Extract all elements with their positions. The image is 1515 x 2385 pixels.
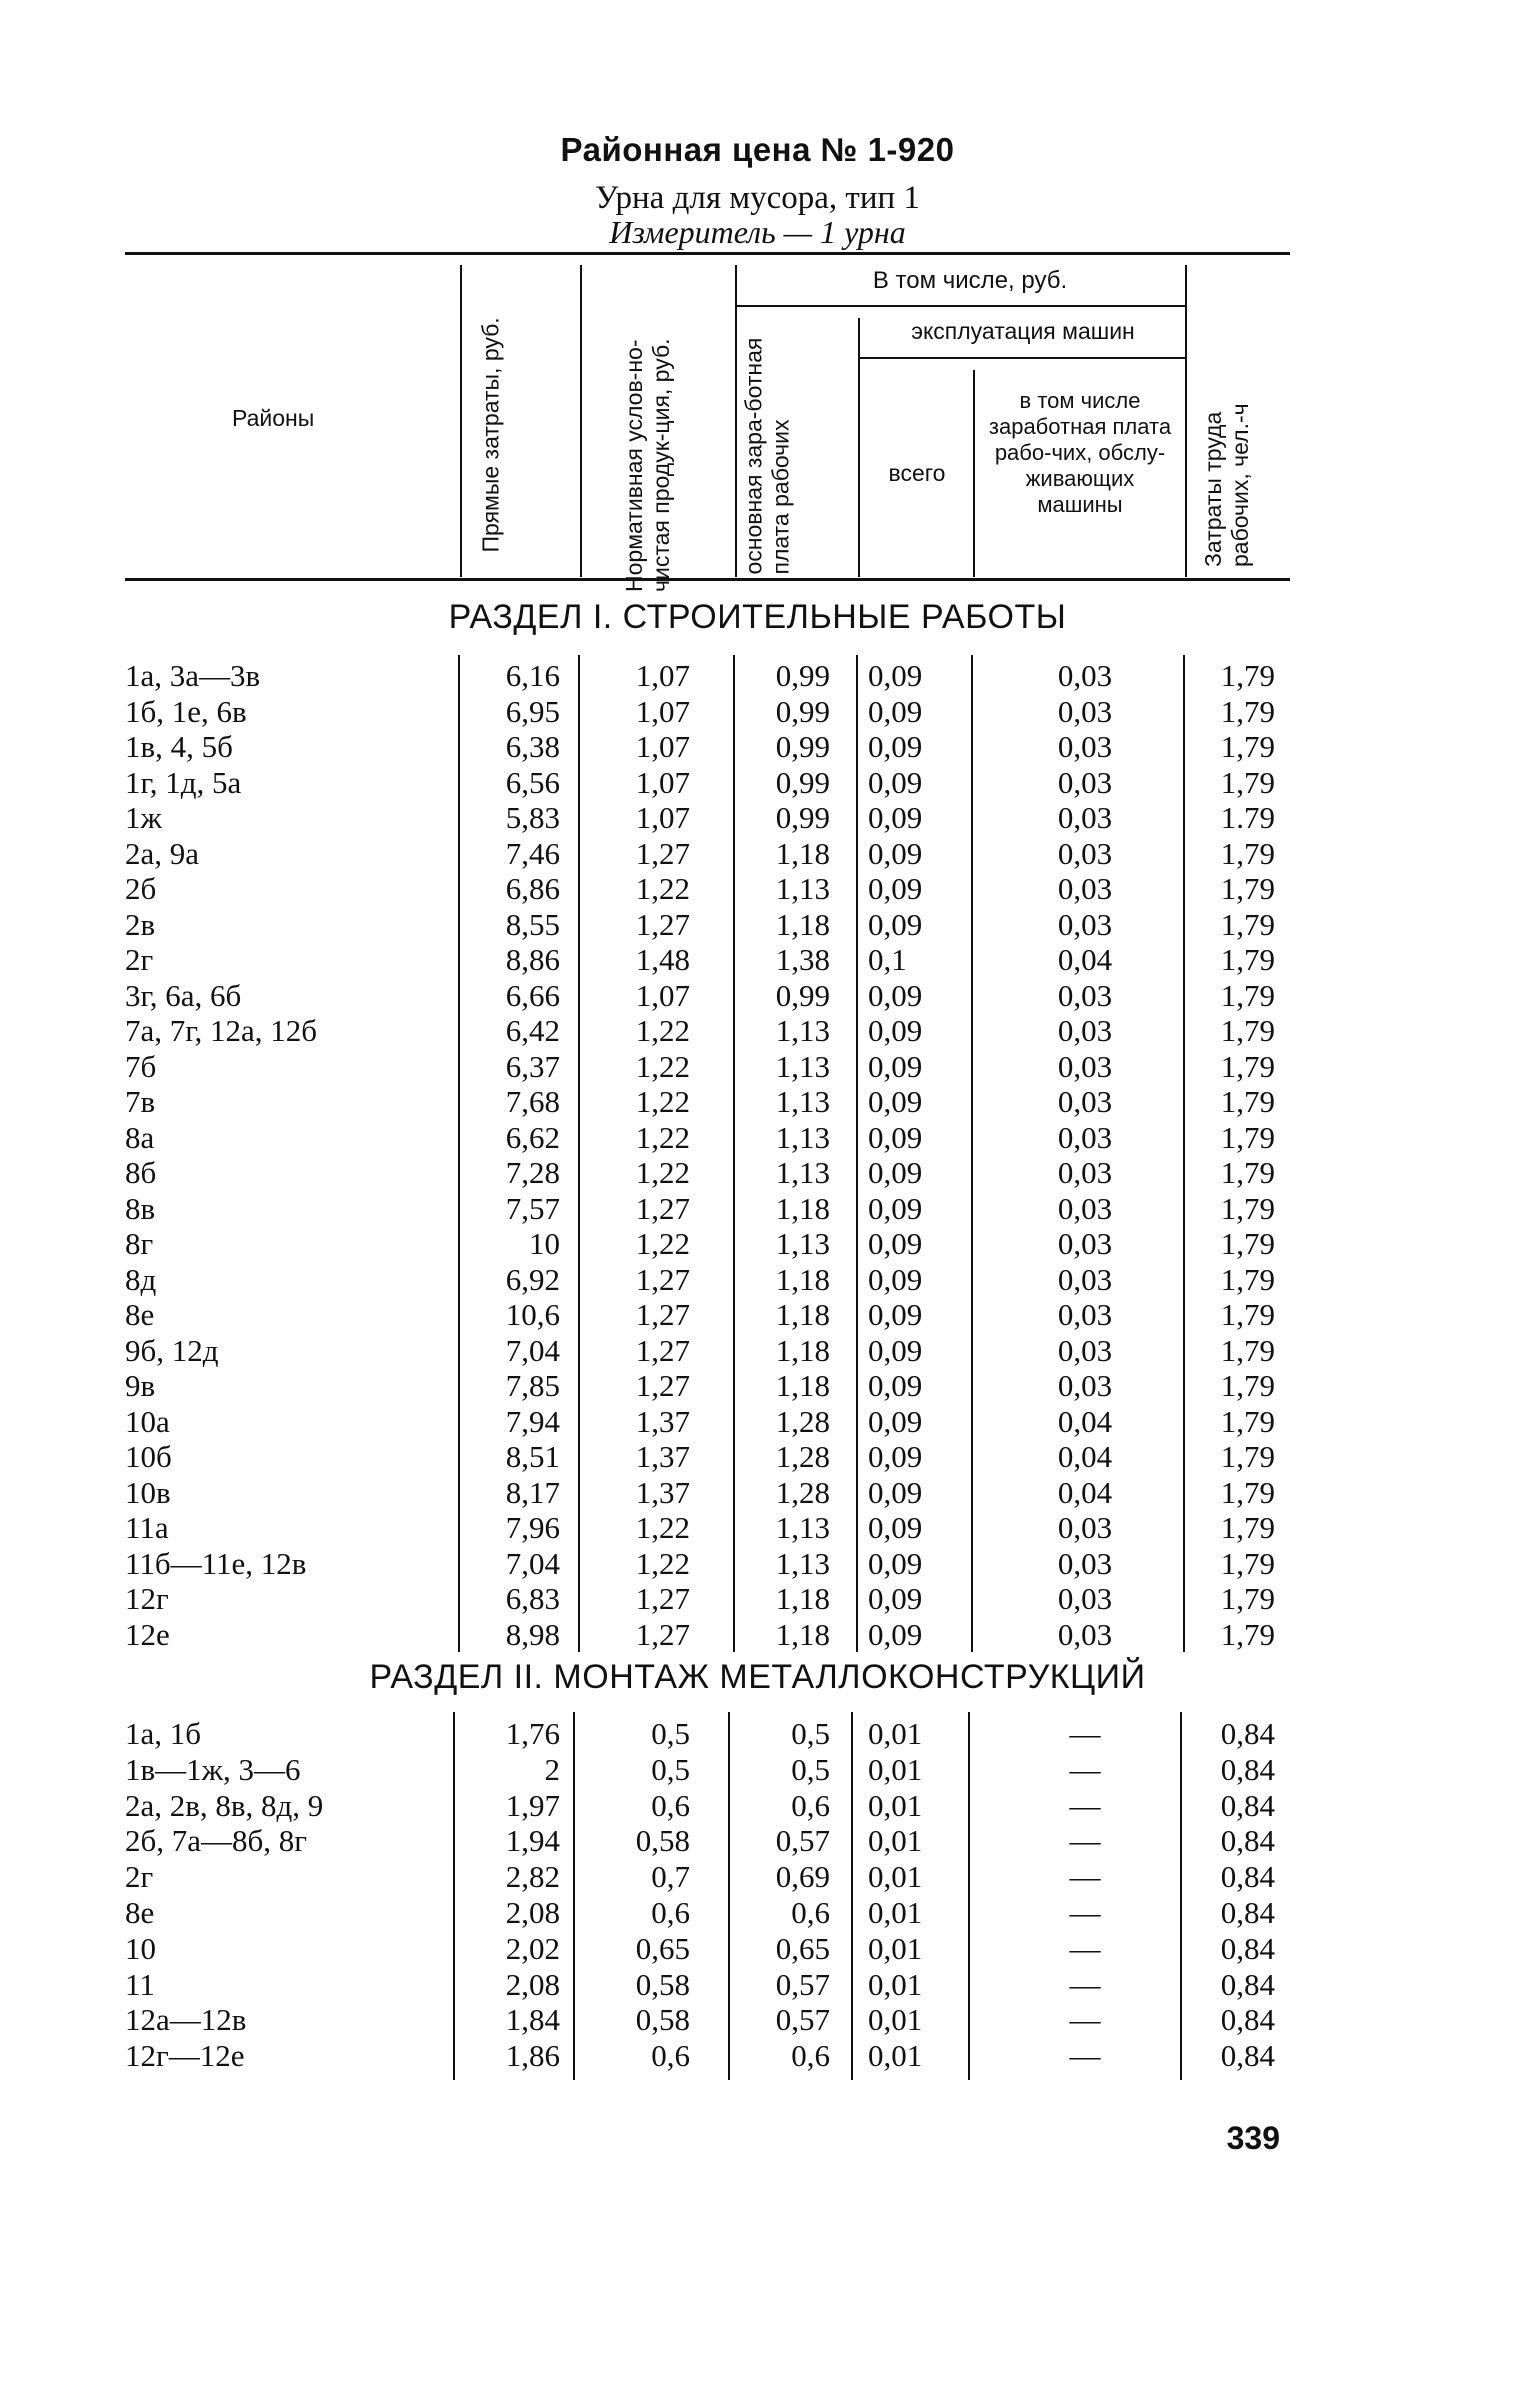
region-cell: 11	[125, 1966, 155, 2002]
measure-unit: Измеритель — 1 урна	[609, 214, 906, 250]
machine-total-cell: 0,09	[868, 1403, 923, 1439]
machine-total-cell: 0,09	[868, 1368, 923, 1403]
header-labor-costs: Затраты труда рабочих, чел.-ч	[1200, 403, 1253, 567]
region-cell: 8д	[125, 1261, 157, 1297]
machine-wage-cell: 0,04	[1057, 1403, 1113, 1439]
labor-cell: 1,79	[1220, 693, 1275, 729]
header-base-wage: основная зара-ботная плата рабочих	[740, 337, 794, 575]
region-cell: 8е	[125, 1895, 155, 1930]
direct-costs-cell: 7,46	[505, 835, 560, 871]
direct-costs-cell: 1,97	[505, 1787, 560, 1823]
base-wage-cell: 1,13	[775, 1048, 830, 1084]
machine-wage-cell: 0,03	[1057, 871, 1113, 906]
labor-cell: 1,79	[1220, 658, 1275, 693]
region-cell: 2б, 7а—8б, 8г	[125, 1823, 308, 1859]
labor-cell: 1,79	[1220, 977, 1275, 1013]
normative-cell: 0,6	[651, 1895, 690, 1930]
normative-cell: 1,27	[635, 1616, 690, 1652]
region-cell: 2б	[125, 871, 157, 906]
machine-wage-cell: 0,03	[1057, 1545, 1113, 1581]
machine-total-cell: 0,01	[868, 1859, 923, 1895]
labor-cell: 0,84	[1220, 1966, 1275, 2002]
table-row	[0, 1788, 1515, 1824]
machine-total-cell: 0,09	[868, 1084, 923, 1119]
table-row	[0, 1967, 1515, 2003]
direct-costs-cell: 8,51	[505, 1439, 560, 1474]
direct-costs-cell: 1,86	[505, 2038, 560, 2074]
machine-wage-cell: 0,03	[1057, 835, 1113, 871]
normative-cell: 1,27	[635, 1190, 690, 1226]
direct-costs-cell: 6,16	[505, 658, 560, 693]
labor-cell: 1,79	[1220, 835, 1275, 871]
labor-cell: 1,79	[1220, 1332, 1275, 1368]
machine-wage-cell: 0,03	[1057, 658, 1113, 693]
machine-wage-cell: 0,03	[1057, 1616, 1113, 1652]
labor-cell: 1,79	[1220, 1545, 1275, 1581]
direct-costs-cell: 10	[529, 1226, 560, 1261]
region-cell: 10в	[125, 1474, 171, 1510]
item-subtitle: Урна для мусора, тип 1	[595, 180, 920, 216]
table-row	[0, 1752, 1515, 1788]
direct-costs-cell: 1,76	[505, 1716, 560, 1751]
header-machine-operation: эксплуатация машин	[911, 318, 1135, 344]
normative-cell: 1,22	[635, 1545, 690, 1581]
table-row	[0, 1716, 1515, 1752]
base-wage-cell: 0,99	[775, 800, 830, 835]
machine-total-cell: 0,09	[868, 1155, 923, 1190]
machine-total-cell: 0,09	[868, 1616, 923, 1652]
region-cell: 12е	[125, 1616, 170, 1652]
region-cell: 11а	[125, 1510, 169, 1545]
machine-total-cell: 0,09	[868, 1297, 923, 1332]
machine-wage-cell: —	[1069, 1966, 1101, 2002]
table-row	[0, 1859, 1515, 1895]
section-1-title: РАЗДЕЛ I. СТРОИТЕЛЬНЫЕ РАБОТЫ	[448, 598, 1067, 636]
base-wage-cell: 1,18	[775, 835, 830, 871]
machine-wage-cell: 0,03	[1057, 1581, 1113, 1616]
normative-cell: 1,27	[635, 1297, 690, 1332]
direct-costs-cell: 10,6	[505, 1297, 560, 1332]
normative-cell: 0,58	[635, 2002, 690, 2038]
direct-costs-cell: 2,08	[505, 1966, 560, 2002]
labor-cell: 1,79	[1220, 1190, 1275, 1226]
machine-wage-cell: —	[1069, 1895, 1101, 1930]
normative-cell: 1,37	[635, 1474, 690, 1510]
labor-cell: 1,79	[1220, 1403, 1275, 1439]
base-wage-cell: 0,57	[775, 1823, 830, 1859]
direct-costs-cell: 6,86	[505, 871, 560, 906]
machine-wage-cell: —	[1069, 1930, 1101, 1966]
region-cell: 12г	[125, 1581, 169, 1616]
machine-wage-cell: —	[1069, 2002, 1101, 2038]
region-cell: 3г, 6а, 6б	[125, 977, 242, 1013]
machine-total-cell: 0,09	[868, 835, 923, 871]
region-cell: 2г	[125, 1859, 154, 1895]
machine-total-cell: 0,09	[868, 1332, 923, 1368]
region-cell: 8б	[125, 1155, 157, 1190]
normative-cell: 1,37	[635, 1403, 690, 1439]
labor-cell: 0,84	[1220, 1823, 1275, 1859]
labor-cell: 1,79	[1220, 1297, 1275, 1332]
direct-costs-cell: 7,68	[505, 1084, 560, 1119]
base-wage-cell: 1,13	[775, 1226, 830, 1261]
machine-wage-cell: 0,04	[1057, 942, 1113, 977]
base-wage-cell: 0,6	[791, 1895, 830, 1930]
labor-cell: 0,84	[1220, 2038, 1275, 2074]
normative-cell: 1,22	[635, 1510, 690, 1545]
region-cell: 8а	[125, 1119, 155, 1155]
normative-cell: 1,22	[635, 1119, 690, 1155]
page-number: 339	[1226, 2120, 1280, 2156]
labor-cell: 1,79	[1220, 1119, 1275, 1155]
direct-costs-cell: 7,57	[505, 1190, 560, 1226]
base-wage-cell: 1,18	[775, 1368, 830, 1403]
machine-total-cell: 0,09	[868, 658, 923, 693]
normative-cell: 0,65	[635, 1930, 690, 1966]
direct-costs-cell: 6,37	[505, 1048, 560, 1084]
machine-wage-cell: 0,03	[1057, 1119, 1113, 1155]
direct-costs-cell: 2,08	[505, 1895, 560, 1930]
labor-cell: 1,79	[1220, 1474, 1275, 1510]
page-title: Районная цена № 1-920	[560, 131, 955, 168]
machine-wage-cell: 0,03	[1057, 1190, 1113, 1226]
machine-total-cell: 0,09	[868, 1119, 923, 1155]
base-wage-cell: 1,18	[775, 1261, 830, 1297]
normative-cell: 1,07	[635, 729, 690, 764]
normative-cell: 1,22	[635, 1084, 690, 1119]
base-wage-cell: 1,13	[775, 1013, 830, 1048]
machine-total-cell: 0,01	[868, 1930, 923, 1966]
normative-cell: 1,07	[635, 764, 690, 800]
machine-total-cell: 0,01	[868, 1823, 923, 1859]
labor-cell: 0,84	[1220, 1787, 1275, 1823]
machine-total-cell: 0,09	[868, 1545, 923, 1581]
normative-cell: 0,58	[635, 1823, 690, 1859]
labor-cell: 1,79	[1220, 1510, 1275, 1545]
machine-wage-cell: 0,03	[1057, 1226, 1113, 1261]
region-cell: 2г	[125, 942, 154, 977]
machine-total-cell: 0,09	[868, 1581, 923, 1616]
machine-total-cell: 0,09	[868, 693, 923, 729]
direct-costs-cell: 2,82	[505, 1859, 560, 1895]
machine-wage-cell: —	[1069, 2038, 1101, 2074]
machine-total-cell: 0,09	[868, 800, 923, 835]
base-wage-cell: 1,18	[775, 906, 830, 942]
machine-wage-cell: 0,03	[1057, 1261, 1113, 1297]
normative-cell: 1,27	[635, 1261, 690, 1297]
direct-costs-cell: 2	[544, 1751, 560, 1787]
header-direct-costs: Прямые затраты, руб.	[477, 317, 504, 553]
base-wage-cell: 1,13	[775, 1084, 830, 1119]
labor-cell: 0,84	[1220, 1895, 1275, 1930]
direct-costs-cell: 8,98	[505, 1616, 560, 1652]
machine-wage-cell: 0,04	[1057, 1439, 1113, 1474]
base-wage-cell: 1,18	[775, 1297, 830, 1332]
direct-costs-cell: 8,86	[505, 942, 560, 977]
normative-cell: 1,22	[635, 1155, 690, 1190]
machine-wage-cell: 0,03	[1057, 906, 1113, 942]
direct-costs-cell: 7,96	[505, 1510, 560, 1545]
labor-cell: 1,79	[1220, 871, 1275, 906]
region-cell: 8г	[125, 1226, 154, 1261]
direct-costs-cell: 6,92	[505, 1261, 560, 1297]
machine-wage-cell: 0,03	[1057, 729, 1113, 764]
labor-cell: 0,84	[1220, 1751, 1275, 1787]
base-wage-cell: 1,13	[775, 1510, 830, 1545]
normative-cell: 1,07	[635, 977, 690, 1013]
machine-total-cell: 0,09	[868, 1226, 923, 1261]
direct-costs-cell: 8,55	[505, 906, 560, 942]
machine-total-cell: 0,09	[868, 977, 923, 1013]
header-normative-product: Нормативная услов-но-чистая продук-ция, руб.	[621, 338, 674, 592]
base-wage-cell: 0,5	[791, 1716, 830, 1751]
machine-wage-cell: 0,03	[1057, 1084, 1113, 1119]
normative-cell: 1,27	[635, 1332, 690, 1368]
region-cell: 1г, 1д, 5а	[125, 764, 242, 800]
normative-cell: 1,27	[635, 1368, 690, 1403]
base-wage-cell: 1,18	[775, 1190, 830, 1226]
direct-costs-cell: 6,56	[505, 764, 560, 800]
normative-cell: 1,22	[635, 1048, 690, 1084]
base-wage-cell: 1,28	[775, 1439, 830, 1474]
base-wage-cell: 1,13	[775, 1155, 830, 1190]
machine-wage-cell: 0,03	[1057, 1297, 1113, 1332]
labor-cell: 0,84	[1220, 1859, 1275, 1895]
labor-cell: 1,79	[1220, 906, 1275, 942]
direct-costs-cell: 7,04	[505, 1545, 560, 1581]
direct-costs-cell: 7,94	[505, 1403, 560, 1439]
table-row	[0, 2002, 1515, 2038]
base-wage-cell: 0,69	[775, 1859, 830, 1895]
machine-wage-cell: 0,03	[1057, 1155, 1113, 1190]
normative-cell: 1,07	[635, 693, 690, 729]
section-2-title: РАЗДЕЛ II. МОНТАЖ МЕТАЛЛОКОНСТРУКЦИЙ	[369, 1658, 1146, 1696]
direct-costs-cell: 7,28	[505, 1155, 560, 1190]
normative-cell: 1,48	[635, 942, 690, 977]
normative-cell: 0,5	[651, 1716, 690, 1751]
machine-wage-cell: 0,03	[1057, 693, 1113, 729]
base-wage-cell: 0,99	[775, 977, 830, 1013]
region-cell: 10а	[125, 1403, 170, 1439]
direct-costs-cell: 8,17	[505, 1474, 560, 1510]
normative-cell: 1,07	[635, 800, 690, 835]
labor-cell: 1,79	[1220, 1084, 1275, 1119]
machine-wage-cell: —	[1069, 1787, 1101, 1823]
direct-costs-cell: 2,02	[505, 1930, 560, 1966]
machine-wage-cell: 0,03	[1057, 1510, 1113, 1545]
machine-total-cell: 0,09	[868, 1474, 923, 1510]
machine-total-cell: 0,01	[868, 1895, 923, 1930]
normative-cell: 0,5	[651, 1751, 690, 1787]
labor-cell: 1,79	[1220, 1616, 1275, 1652]
direct-costs-cell: 6,95	[505, 693, 560, 729]
normative-cell: 1,22	[635, 1226, 690, 1261]
normative-cell: 0,6	[651, 2038, 690, 2074]
base-wage-cell: 1,13	[775, 1545, 830, 1581]
machine-total-cell: 0,01	[868, 2002, 923, 2038]
normative-cell: 1,27	[635, 835, 690, 871]
normative-cell: 0,6	[651, 1787, 690, 1823]
labor-cell: 1,79	[1220, 1226, 1275, 1261]
machine-total-cell: 0,09	[868, 1190, 923, 1226]
normative-cell: 0,7	[651, 1859, 690, 1895]
direct-costs-cell: 6,83	[505, 1581, 560, 1616]
labor-cell: 1,79	[1220, 729, 1275, 764]
direct-costs-cell: 5,83	[505, 800, 560, 835]
table-row	[0, 1931, 1515, 1967]
base-wage-cell: 0,6	[791, 2038, 830, 2074]
base-wage-cell: 1,18	[775, 1616, 830, 1652]
base-wage-cell: 0,6	[791, 1787, 830, 1823]
header-machine-wage: в том числе заработная плата рабо-чих, обслу-живающих машины	[988, 388, 1172, 517]
labor-cell: 0,84	[1220, 1930, 1275, 1966]
machine-total-cell: 0,09	[868, 1510, 923, 1545]
machine-wage-cell: 0,04	[1057, 1474, 1113, 1510]
region-cell: 9б, 12д	[125, 1332, 219, 1368]
labor-cell: 1,79	[1220, 1261, 1275, 1297]
machine-total-cell: 0,09	[868, 1439, 923, 1474]
normative-cell: 1,22	[635, 871, 690, 906]
direct-costs-cell: 6,42	[505, 1013, 560, 1048]
direct-costs-cell: 7,85	[505, 1368, 560, 1403]
labor-cell: 1,79	[1220, 1368, 1275, 1403]
region-cell: 1в—1ж, 3—6	[125, 1751, 301, 1787]
region-cell: 2а, 9а	[125, 835, 200, 871]
region-cell: 7в	[125, 1084, 156, 1119]
labor-cell: 1,79	[1220, 1013, 1275, 1048]
machine-wage-cell: —	[1069, 1859, 1101, 1895]
base-wage-cell: 1,18	[775, 1332, 830, 1368]
labor-cell: 0,84	[1220, 1716, 1275, 1751]
machine-wage-cell: 0,03	[1057, 1013, 1113, 1048]
header-including: В том числе, руб.	[872, 267, 1068, 294]
machine-total-cell: 0,09	[868, 1261, 923, 1297]
direct-costs-cell: 1,84	[505, 2002, 560, 2038]
region-cell: 7б	[125, 1048, 157, 1084]
base-wage-cell: 1,38	[775, 942, 830, 977]
normative-cell: 0,58	[635, 1966, 690, 2002]
region-cell: 1а, 3а—3в	[125, 658, 261, 693]
machine-total-cell: 0,1	[868, 942, 907, 977]
machine-wage-cell: 0,03	[1057, 1332, 1113, 1368]
machine-wage-cell: 0,03	[1057, 977, 1113, 1013]
table-row	[0, 2038, 1515, 2074]
header-regions: Районы	[232, 405, 315, 431]
base-wage-cell: 0,99	[775, 658, 830, 693]
base-wage-cell: 1,18	[775, 1581, 830, 1616]
region-cell: 11б—11е, 12в	[125, 1545, 307, 1581]
region-cell: 12а—12в	[125, 2002, 247, 2038]
region-cell: 1ж	[125, 800, 162, 835]
machine-total-cell: 0,01	[868, 2038, 923, 2074]
base-wage-cell: 0,99	[775, 764, 830, 800]
direct-costs-cell: 6,38	[505, 729, 560, 764]
machine-wage-cell: 0,03	[1057, 1048, 1113, 1084]
base-wage-cell: 0,57	[775, 2002, 830, 2038]
region-cell: 10б	[125, 1439, 172, 1474]
machine-wage-cell: 0,03	[1057, 764, 1113, 800]
machine-total-cell: 0,09	[868, 729, 923, 764]
labor-cell: 1,79	[1220, 1048, 1275, 1084]
labor-cell: 1,79	[1220, 1439, 1275, 1474]
machine-wage-cell: 0,03	[1057, 800, 1113, 835]
region-cell: 9в	[125, 1368, 156, 1403]
base-wage-cell: 0,99	[775, 693, 830, 729]
base-wage-cell: 1,13	[775, 871, 830, 906]
region-cell: 2в	[125, 906, 156, 942]
labor-cell: 0,84	[1220, 2002, 1275, 2038]
machine-total-cell: 0,01	[868, 1787, 923, 1823]
direct-costs-cell: 7,04	[505, 1332, 560, 1368]
table-row	[0, 1895, 1515, 1931]
machine-wage-cell: —	[1069, 1823, 1101, 1859]
machine-total-cell: 0,09	[868, 1013, 923, 1048]
direct-costs-cell: 6,62	[505, 1119, 560, 1155]
labor-cell: 1,79	[1220, 942, 1275, 977]
region-cell: 1а, 1б	[125, 1716, 202, 1751]
region-cell: 10	[125, 1930, 156, 1966]
normative-cell: 1,27	[635, 1581, 690, 1616]
machine-total-cell: 0,09	[868, 1048, 923, 1084]
machine-total-cell: 0,09	[868, 906, 923, 942]
header-machine-total: всего	[888, 460, 946, 486]
normative-cell: 1,37	[635, 1439, 690, 1474]
machine-wage-cell: —	[1069, 1751, 1101, 1787]
region-cell: 8в	[125, 1190, 156, 1226]
machine-total-cell: 0,09	[868, 764, 923, 800]
normative-cell: 1,22	[635, 1013, 690, 1048]
labor-cell: 1,79	[1220, 1155, 1275, 1190]
direct-costs-cell: 1,94	[505, 1823, 560, 1859]
base-wage-cell: 1,28	[775, 1403, 830, 1439]
base-wage-cell: 0,57	[775, 1966, 830, 2002]
region-cell: 7а, 7г, 12а, 12б	[125, 1013, 318, 1048]
region-cell: 1в, 4, 5б	[125, 729, 233, 764]
machine-total-cell: 0,01	[868, 1751, 923, 1787]
region-cell: 2а, 2в, 8в, 8д, 9	[125, 1787, 324, 1823]
machine-wage-cell: —	[1069, 1716, 1101, 1751]
base-wage-cell: 1,28	[775, 1474, 830, 1510]
table-row	[0, 1823, 1515, 1859]
machine-total-cell: 0,01	[868, 1966, 923, 2002]
labor-cell: 1,79	[1220, 1581, 1275, 1616]
region-cell: 8е	[125, 1297, 155, 1332]
base-wage-cell: 0,5	[791, 1751, 830, 1787]
region-cell: 12г—12е	[125, 2038, 245, 2074]
machine-total-cell: 0,09	[868, 871, 923, 906]
base-wage-cell: 1,13	[775, 1119, 830, 1155]
labor-cell: 1,79	[1220, 764, 1275, 800]
labor-cell: 1.79	[1220, 800, 1275, 835]
region-cell: 1б, 1е, 6в	[125, 693, 247, 729]
normative-cell: 1,07	[635, 658, 690, 693]
base-wage-cell: 0,65	[775, 1930, 830, 1966]
machine-wage-cell: 0,03	[1057, 1368, 1113, 1403]
normative-cell: 1,27	[635, 906, 690, 942]
machine-total-cell: 0,01	[868, 1716, 923, 1751]
direct-costs-cell: 6,66	[505, 977, 560, 1013]
base-wage-cell: 0,99	[775, 729, 830, 764]
